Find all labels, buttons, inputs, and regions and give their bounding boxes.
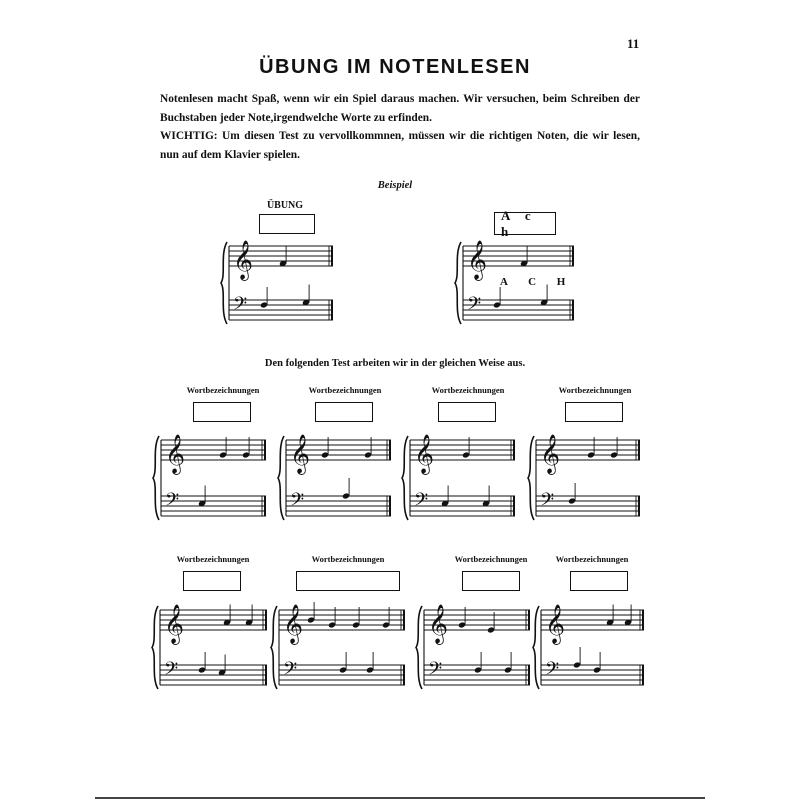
brace: [278, 436, 284, 520]
exercise-caption: Wortbezeichnungen: [176, 554, 250, 564]
page-number: 11: [627, 36, 640, 51]
bass-clef-icon: 𝄢: [233, 294, 248, 319]
bass-clef-icon: 𝄢: [414, 490, 429, 515]
bass-clef-icon: 𝄢: [540, 490, 555, 515]
page-title: ÜBUNG IM NOTENLESEN: [259, 56, 531, 78]
instruction-text: Den folgenden Test arbeiten wir in der gleichen Weise aus.: [264, 358, 526, 369]
bass-clef-icon: 𝄢: [165, 490, 180, 515]
treble-clef-icon: 𝄞: [428, 604, 449, 644]
brace: [416, 606, 422, 689]
intro-paragraph: Notenlesen macht Spaß, wenn wir ein Spiel daraus machen. Wir versuchen, beim Schreiben der Buchstaben jeder Note,irgendwelche Worte zu erfinden.: [160, 93, 640, 124]
brace: [153, 436, 159, 520]
treble-clef-icon: 𝄞: [545, 604, 566, 644]
bass-clef-icon: 𝄢: [467, 294, 482, 319]
brace: [528, 436, 534, 520]
exercise-caption: Wortbezeichnungen: [308, 385, 382, 395]
example-answer-text: A c h: [501, 207, 537, 239]
exercise-caption: Wortbezeichnungen: [555, 554, 629, 564]
brace: [271, 606, 277, 689]
exercise-caption: Wortbezeichnungen: [311, 554, 385, 564]
brace: [152, 606, 158, 689]
bass-clef-icon: 𝄢: [428, 659, 443, 684]
treble-clef-icon: 𝄞: [414, 434, 435, 474]
bass-clef-icon: 𝄢: [545, 659, 560, 684]
bass-clef-icon: 𝄢: [283, 659, 298, 684]
exercise-caption: Wortbezeichnungen: [431, 385, 505, 395]
treble-clef-icon: 𝄞: [165, 434, 186, 474]
treble-clef-icon: 𝄞: [283, 604, 304, 644]
example-label: Beispiel: [377, 180, 413, 191]
exercise-caption: Wortbezeichnungen: [186, 385, 260, 395]
intro-important-paragraph: WICHTIG: Um diesen Test zu vervollkommnen, müssen wir die richtigen Noten, die wir lesen, nun auf dem Klavier spielen.: [160, 130, 640, 161]
bass-clef-icon: 𝄢: [290, 490, 305, 515]
page-bottom-rule: [95, 797, 705, 799]
treble-clef-icon: 𝄞: [164, 604, 185, 644]
treble-clef-icon: 𝄞: [540, 434, 561, 474]
treble-clef-icon: 𝄞: [233, 240, 254, 280]
exercise-caption: Wortbezeichnungen: [558, 385, 632, 395]
treble-clef-icon: 𝄞: [290, 434, 311, 474]
example-caption: ÜBUNG: [266, 200, 304, 211]
exercise-caption: Wortbezeichnungen: [454, 554, 528, 564]
treble-clef-icon: 𝄞: [467, 240, 488, 280]
brace: [455, 242, 461, 324]
example-note-letters: A C H: [500, 276, 575, 288]
brace: [402, 436, 408, 520]
bass-clef-icon: 𝄢: [164, 659, 179, 684]
brace: [533, 606, 539, 689]
brace: [221, 242, 227, 324]
